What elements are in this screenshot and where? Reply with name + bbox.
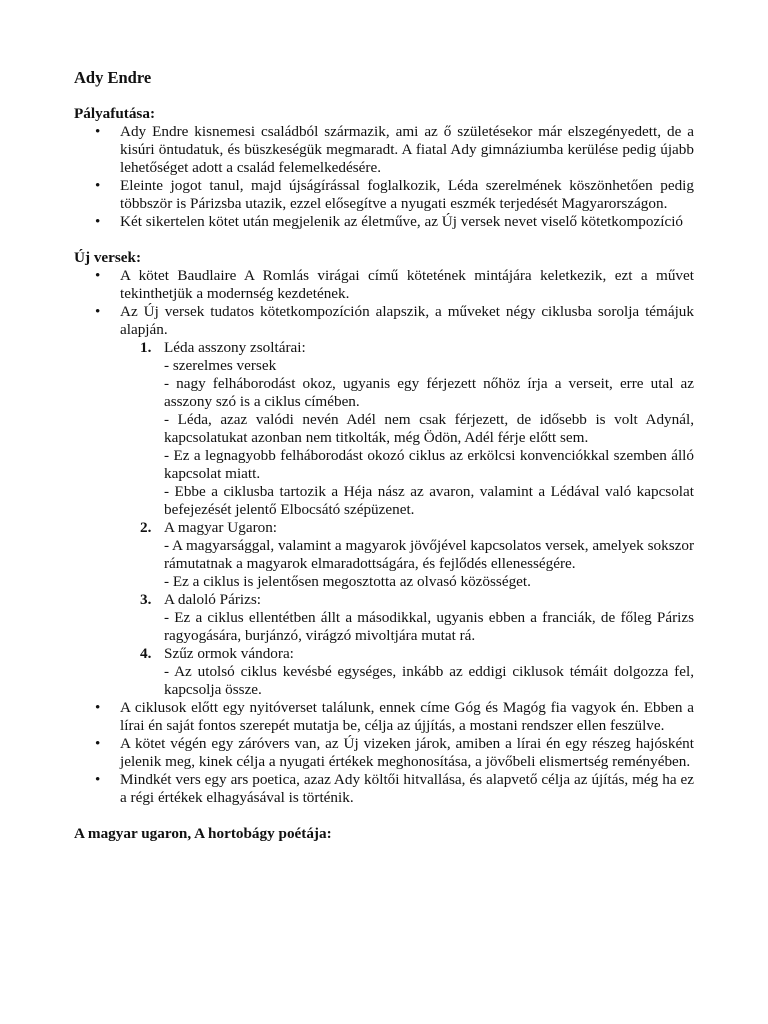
bullet-icon: • (95, 213, 101, 230)
section-heading-magyar-ugaron: A magyar ugaron, A hortobágy poétája: (74, 825, 332, 842)
list-item-text: Eleinte jogot tanul, majd újságírással foglalkozik, Léda szerelmének köszönhetően pedig többször is Párizsba utazik, ezzel elősegítve a nyugati eszmék terjedését Magyarországon. (120, 177, 694, 212)
cycle-line: - nagy felháborodást okoz, ugyanis egy férjezett nőhöz írja a verseit, erre utal az asszony szó is a ciklus címében. (164, 375, 694, 410)
uj-versek-bullet-list (74, 267, 694, 807)
bullet-icon: • (95, 303, 101, 320)
list-item-text: Mindkét vers egy ars poetica, azaz Ady költői hitvallása, és alapvető célja az újítás, még ha ez a régi értékek elhagyásával is történik. (120, 771, 694, 806)
cycle-item (74, 519, 694, 591)
career-bullet-list (74, 123, 694, 231)
cycle-number: 1. (140, 339, 152, 356)
list-item-text: A kötet Baudlaire A Romlás virágai című kötetének mintájára keletkezik, ezt a művet tekinthetjük a modernség kezdetének. (120, 267, 694, 302)
cycle-title: A daloló Párizs: (164, 591, 262, 608)
list-item (74, 123, 694, 177)
cycle-line: - Ez a ciklus ellentétben állt a másodikkal, ugyanis ebben a franciák, de főleg Párizs ragyogására, burjánzó, virágzó mivoltjára mutat rá. (164, 609, 694, 644)
cycle-item (74, 645, 694, 699)
paragraph-gap (74, 231, 694, 249)
cycle-line: - Ez a legnagyobb felháborodást okozó ciklus az erkölcsi konvenciókkal szemben álló kapcsolat miatt. (164, 447, 694, 482)
cycle-title: A magyar Ugaron: (164, 519, 278, 536)
cycle-line: - Az utolsó ciklus kevésbé egységes, inkább az eddigi ciklusok témáit dolgozza fel, kapcsolja össze. (164, 663, 694, 698)
list-item (74, 303, 694, 699)
document-content (74, 68, 694, 843)
cycle-line: - Ez a ciklus is jelentősen megosztotta az olvasó közösséget. (164, 573, 531, 590)
section-heading-palyafutasa: Pályafutása: (74, 105, 155, 122)
cycle-line: - A magyarsággal, valamint a magyarok jövőjével kapcsolatos versek, amelyek sokszor rámutatnak a magyarok elmaradottságára, és fejlődés ellenességére. (164, 537, 694, 572)
cycle-number: 2. (140, 519, 152, 536)
list-item (74, 267, 694, 303)
bullet-icon: • (95, 735, 101, 752)
list-item-text: Ady Endre kisnemesi családból származik, ami az ő születésekor már elszegényedett, de a kisúri öntudatuk, és büszkeségük megmaradt. A fiatal Ady gimnáziumba kerülése pedig újabb lehetőséget adott a család felemelkedésére. (120, 123, 694, 176)
cycle-numbered-list (120, 339, 694, 699)
list-item (74, 177, 694, 213)
cycle-line: - Léda, azaz valódi nevén Adél nem csak férjezett, de idősebb is volt Adynál, kapcsolatukat azonban nem titkolták, még Ödön, Adél férje előtt sem. (164, 411, 694, 446)
cycle-line: - szerelmes versek (164, 357, 277, 374)
bullet-icon: • (95, 699, 101, 716)
cycle-line: - Ebbe a ciklusba tartozik a Héja nász az avaron, valamint a Lédával való kapcsolat befejezését jelentő Elbocsátó szépüzenet. (164, 483, 694, 518)
list-item (74, 213, 694, 231)
list-item-text: Két sikertelen kötet után megjelenik az életműve, az Új versek nevet viselő kötetkompozíció (120, 213, 684, 230)
paragraph-gap (74, 807, 694, 825)
cycle-number: 4. (140, 645, 152, 662)
cycle-title: Szűz ormok vándora: (164, 645, 294, 662)
list-item (74, 771, 694, 807)
cycle-title: Léda asszony zsoltárai: (164, 339, 306, 356)
bullet-icon: • (95, 771, 101, 788)
bullet-icon: • (95, 123, 101, 140)
cycle-item (74, 339, 694, 519)
list-item-text: A kötet végén egy záróvers van, az Új vizeken járok, amiben a lírai én egy részeg hajósként jelenik meg, kinek célja a nyugati értékek meghonosítása, a jövőbeli elismertség reményében. (120, 735, 694, 770)
document-title: Ady Endre (74, 68, 152, 87)
list-item-text: Az Új versek tudatos kötetkompozíción alapszik, a műveket négy ciklusba sorolja témájuk alapján. (120, 303, 694, 338)
list-item (74, 735, 694, 771)
list-item (74, 699, 694, 735)
bullet-icon: • (95, 267, 101, 284)
cycle-item (74, 591, 694, 645)
bullet-icon: • (95, 177, 101, 194)
cycle-number: 3. (140, 591, 152, 608)
list-item-text: A ciklusok előtt egy nyitóverset találunk, ennek címe Góg és Magóg fia vagyok én. Ebben a lírai én saját fontos szerepét mutatja be, célja az újjítás, a mostani rendszer ellen feszülve. (120, 699, 694, 734)
section-heading-uj-versek: Új versek: (74, 249, 142, 266)
